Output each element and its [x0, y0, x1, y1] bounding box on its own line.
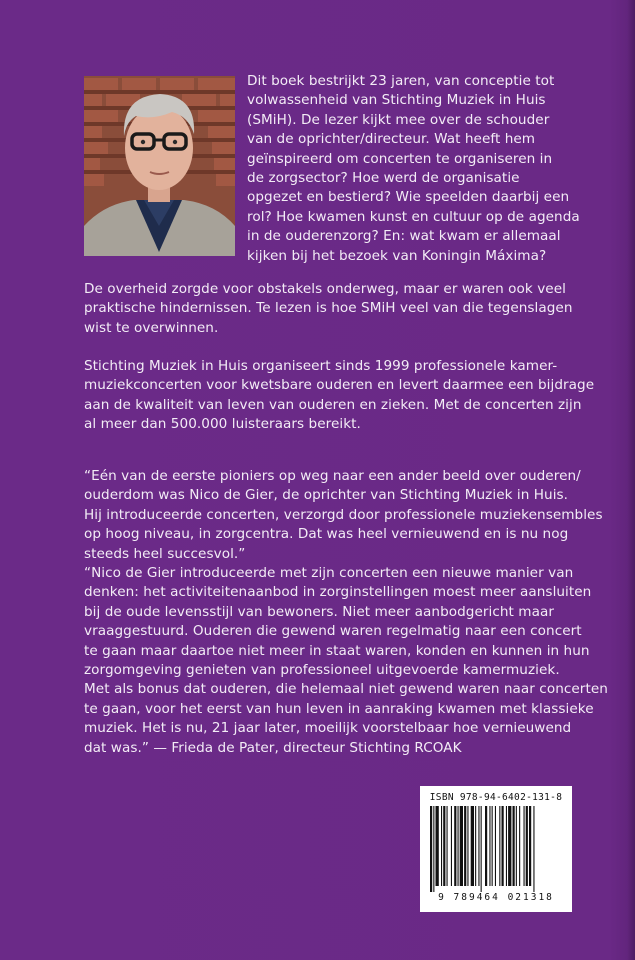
barcode-bar	[436, 806, 439, 886]
quote-line: bij de oude levensstijl van bewoners. Niet meer aanbodgericht maar	[84, 603, 554, 620]
barcode-bar	[464, 806, 466, 886]
isbn-barcode	[420, 786, 572, 912]
barcode-bar	[485, 806, 487, 886]
quote-line: vraaggestuurd. Ouderen die gewend waren regelmatig naar een concert	[84, 623, 582, 640]
barcode-bar	[533, 806, 534, 892]
intro-line: in de ouderenzorg? En: wat kwam er allemaal	[247, 228, 561, 245]
obstacles-paragraph	[84, 280, 573, 338]
intro-line: opgezet en bestierd? Wie speelden daarbij een	[247, 189, 570, 206]
barcode-bar	[478, 806, 479, 886]
quote-line: dat was.” — Frieda de Pater, directeur Stichting RCOAK	[84, 739, 462, 756]
intro-line: van de oprichter/directeur. Wat heeft hem	[247, 131, 536, 148]
barcode-bar	[499, 806, 500, 886]
isbn-label: ISBN 978-94-6402-131-8	[429, 792, 563, 803]
intro-line: Dit boek bestrijkt 23 jaren, van conceptie tot	[247, 73, 555, 89]
quote-line: Hij introduceerde concerten, verzorgd door professionele muziekensembles	[84, 506, 603, 523]
quote-line: Met als bonus dat ouderen, die helemaal niet gewend waren naar concerten	[84, 681, 608, 698]
intro-line: volwassenheid van Stichting Muziek in Huis	[247, 92, 546, 109]
quote-line: ouderdom was Nico de Gier, de oprichter van Stichting Muziek in Huis.	[84, 487, 569, 504]
quote-line: “Eén van de eerste pioniers op weg naar een ander beeld over ouderen/	[84, 468, 581, 484]
barcode-bars	[426, 806, 566, 892]
barcode-bar	[458, 806, 459, 886]
barcode-bar	[508, 806, 511, 886]
paragraph-line: Stichting Muziek in Huis organiseert sinds 1999 professionele kamer-	[84, 358, 558, 374]
quote-line: steeds heel succesvol.”	[84, 545, 246, 562]
paragraph-line: aan de kwaliteit van leven van ouderen en zieken. Met de concerten zijn	[84, 396, 582, 413]
paragraph-line: al meer dan 500.000 luisteraars bereikt.	[84, 416, 361, 433]
barcode-bar	[513, 806, 515, 886]
quote-line: “Nico de Gier introduceerde met zijn concerten een nieuwe manier van	[84, 565, 574, 582]
author-photo	[84, 76, 235, 256]
intro-line: kijken bij het bezoek van Koningin Máxima?	[247, 247, 547, 264]
intro-line: (SMiH). De lezer kijkt mee over de schouder	[247, 111, 550, 128]
barcode-bar	[495, 806, 496, 886]
paragraph-line: praktische hindernissen. Te lezen is hoe SMiH veel van die tegenslagen	[84, 300, 573, 317]
barcode-bar	[471, 806, 474, 886]
quote-line: te gaan, voor het eerst van hun leven in aanraking kwamen met klassieke	[84, 700, 594, 717]
barcode-bar	[516, 806, 517, 886]
paragraph-line: muziekconcerten voor kwetsbare ouderen en levert daarmee een bijdrage	[84, 377, 595, 394]
barcode-bar	[451, 806, 452, 886]
barcode-bar	[519, 806, 520, 886]
barcode-bar	[506, 806, 507, 886]
paragraph-line: De overheid zorgde voor obstakels onderweg, maar er waren ook veel	[84, 281, 566, 297]
barcode-bar	[430, 806, 432, 892]
intro-line: de zorgsector? Hoe werd de organisatie	[247, 170, 520, 187]
barcode-bar	[529, 806, 531, 886]
barcode-bar	[433, 806, 434, 892]
barcode-bar	[443, 806, 445, 886]
quote-line: zorgomgeving genieten van professioneel uitgevoerde kamermuziek.	[84, 662, 560, 679]
barcode-bar	[526, 806, 528, 886]
barcode-bar	[502, 806, 504, 886]
barcode-bar	[447, 806, 448, 886]
organization-paragraph	[84, 357, 594, 435]
quote-line: muziek. Het is nu, 21 jaar later, moeilijk voorstelbaar hoe vernieuwend	[84, 720, 572, 737]
spine-shadow	[627, 0, 635, 960]
paragraph-line: wist te overwinnen.	[84, 319, 219, 336]
barcode-bar	[467, 806, 468, 886]
barcode-bar	[441, 806, 442, 886]
quote-line: op hoog niveau, in zorgcentra. Dat was heel vernieuwend en is nu nog	[84, 526, 569, 543]
barcode-bar	[454, 806, 456, 886]
intro-paragraph	[247, 72, 580, 266]
barcode-bar	[489, 806, 490, 886]
intro-line: geïnspireerd om concerten te organiseren in	[247, 150, 553, 167]
barcode-bar	[475, 806, 476, 886]
barcode-bar	[460, 806, 463, 886]
quote-block	[84, 467, 608, 758]
quote-line: denken: het activiteitenaanbod in zorginstellingen moest meer aansluiten	[84, 584, 592, 601]
barcode-bar	[481, 806, 482, 892]
intro-line: rol? Hoe kwamen kunst en cultuur op de agenda	[247, 208, 580, 225]
quote-line: te gaan maar daartoe niet meer in staat waren, konden en kunnen in hun	[84, 642, 590, 659]
barcode-bar	[492, 806, 493, 886]
barcode-bar	[524, 806, 525, 886]
barcode-digits: 9 789464 021318	[438, 892, 554, 903]
